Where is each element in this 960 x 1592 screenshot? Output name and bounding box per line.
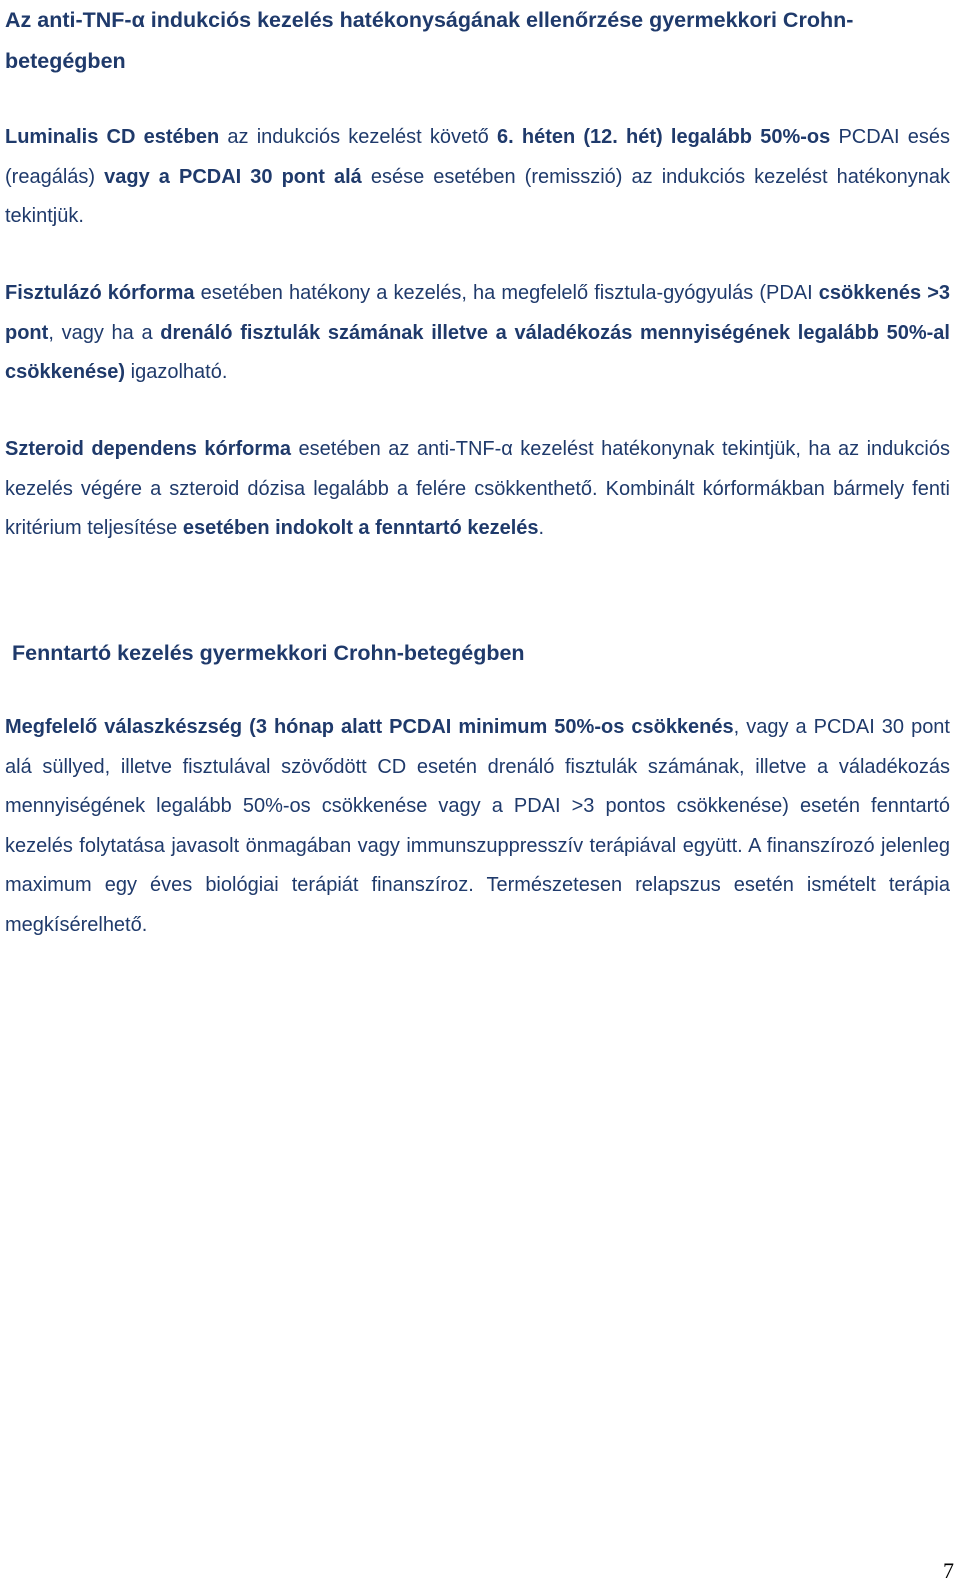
bold-text: 6. héten (12. hét) legalább 50%-os (496, 126, 831, 148)
text: , vagy a PCDAI 30 pont alá süllyed, illetve fisztulával szövődött CD esetén drenáló fisztulák számának, illetve a váladékozás mennyiségének legalább 50%-os csökkenése vagy a PDAI >3 pontos csökkenése) esetén fenntartó kezelés folytatása javasolt önmagában vagy immunszuppresszív terápiával együtt. A finanszírozó jelenleg maximum egy éves biológiai terápiát finanszíroz. Természetesen relapszus esetén ismételt terápia megkísérelhető. (5, 716, 950, 936)
page-title: Az anti-TNF-α indukciós kezelés hatékonyságának ellenőrzése gyermekkori Crohn-betegégben (5, 8, 854, 73)
bold-text: Fisztulázó kórforma (5, 282, 195, 304)
text: esetében az anti-TNF-α kezelést hatékonynak tekintjük, ha az indukciós kezelés végére a szteroid dózisa legalább a felére csökkenthető. Kombinált kórformákban bármely fenti kritérium teljesítése (5, 438, 950, 539)
text: , vagy ha a (48, 321, 161, 344)
text: . (538, 517, 545, 539)
bold-text: csökkenés >3 pont (5, 282, 950, 344)
bold-text: esetében indokolt a fenntartó kezelés (182, 517, 539, 539)
paragraph-luminalis (5, 118, 950, 237)
bold-text: Luminalis CD estében (5, 126, 220, 148)
section-heading: Fenntartó kezelés gyermekkori Crohn-betegégben (12, 641, 525, 665)
bold-text: Szteroid dependens kórforma (5, 438, 292, 460)
text: az indukciós kezelést követő (219, 126, 497, 148)
bold-text: vagy a PCDAI 30 pont alá (104, 165, 362, 188)
text: esése esetében (remisszió) az indukciós kezelést hatékonynak tekintjük. (5, 165, 951, 227)
text: igazolható. (125, 361, 228, 383)
bold-text: Megfelelő válaszkészség (3 hónap alatt PCDAI minimum 50%-os csökkenés (5, 716, 734, 738)
text: PCDAI esés (reagálás) (5, 126, 951, 188)
paragraph-szteroid (5, 430, 950, 549)
paragraph-fisztulazo (5, 274, 950, 393)
page-number: 7 (943, 1558, 954, 1583)
text: esetében hatékony a kezelés, ha megfelelő fisztula-gyógyulás (PDAI (194, 282, 819, 304)
paragraph-fenntarto (5, 708, 950, 945)
bold-text: drenáló fisztulák számának illetve a váladékozás mennyiségének legalább 50%-al csökkenése) (5, 321, 950, 383)
